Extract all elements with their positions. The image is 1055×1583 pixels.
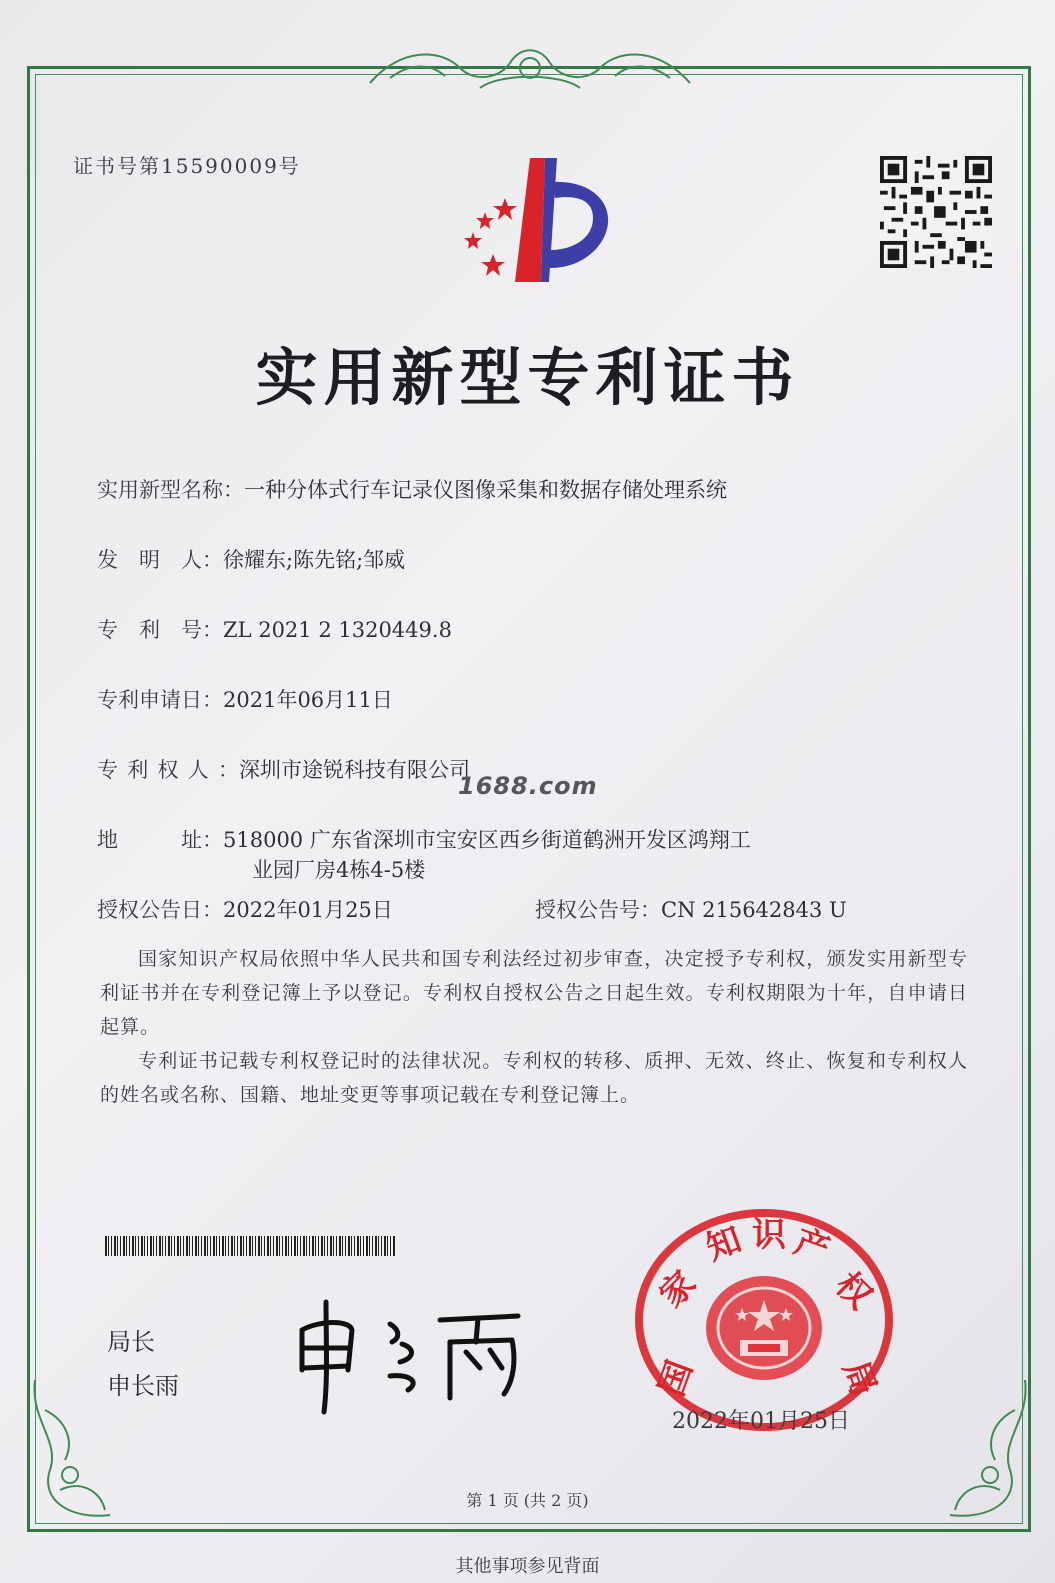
director-signature	[290, 1290, 550, 1420]
patentee-label: 专利权人：	[97, 758, 239, 782]
address-row	[97, 824, 751, 854]
seal-date: 2022年01月25日	[672, 1409, 850, 1434]
body-paragraph-1: 国家知识产权局依照中华人民共和国专利法经过初步审查，决定授予专利权，颁发实用新型专利证书并在专利登记簿上予以登记。专利权自授权公告之日起生效。专利权期限为十年，自申请日起算。	[100, 948, 968, 1038]
inventor-value: 徐耀东;陈先铭;邹威	[223, 548, 406, 572]
director-name: 申长雨	[107, 1372, 179, 1400]
director-title: 局长	[107, 1328, 155, 1356]
filing-date-value: 2021年06月11日	[223, 688, 393, 712]
body-paragraph-2: 专利证书记载专利权登记时的法律状况。专利权的转移、质押、无效、终止、恢复和专利权人的姓名或名称、国籍、地址变更等事项记载在专利登记簿上。	[100, 1050, 968, 1106]
address-label: 地 址：	[97, 828, 223, 852]
address-row-2	[252, 854, 425, 884]
grant-number-row	[535, 894, 847, 924]
svg-text:知: 知	[700, 1219, 747, 1269]
address-value-line1: 518000 广东省深圳市宝安区西乡街道鹤洲开发区鸿翔工	[223, 828, 751, 852]
inventor-row	[97, 544, 405, 574]
barcode-icon	[105, 1236, 395, 1256]
filing-date-label: 专利申请日：	[97, 688, 223, 712]
qr-code-icon	[880, 156, 992, 268]
utility-model-name-label: 实用新型名称：	[97, 478, 244, 502]
svg-text:权: 权	[827, 1264, 880, 1317]
grant-date-label: 授权公告日：	[97, 898, 223, 922]
top-ornament	[360, 38, 700, 98]
patent-number-row	[97, 614, 452, 644]
page-number: 第 1 页 (共 2 页)	[466, 1491, 589, 1510]
footer-note: 其他事项参见背面	[455, 1556, 600, 1577]
certificate-title: 实用新型专利证书	[255, 341, 800, 414]
utility-model-name-row	[97, 474, 727, 504]
filing-date-row	[97, 684, 393, 714]
svg-text:产: 产	[789, 1221, 835, 1271]
address-value-line2: 业园厂房4栋4-5楼	[252, 858, 426, 882]
patentee-row	[97, 754, 470, 784]
svg-text:局: 局	[834, 1355, 884, 1402]
watermark: 1688.com	[458, 772, 598, 800]
utility-model-name-value: 一种分体式行车记录仪图像采集和数据存储处理系统	[244, 478, 727, 502]
grant-date-value: 2022年01月25日	[223, 898, 393, 922]
grant-number-value: CN 215642843 U	[661, 898, 847, 922]
patent-number-label: 专 利 号：	[97, 618, 223, 642]
patentee-value: 深圳市途锐科技有限公司	[239, 758, 470, 782]
official-seal-icon	[632, 1208, 896, 1432]
patent-number-value: ZL 2021 2 1320449.8	[223, 618, 452, 642]
inventor-label: 发 明 人：	[97, 548, 223, 572]
svg-text:识: 识	[752, 1215, 786, 1255]
svg-text:国: 国	[651, 1355, 701, 1402]
svg-text:家: 家	[651, 1263, 705, 1316]
certificate-number: 证书号第15590009号	[73, 154, 301, 178]
grant-number-label: 授权公告号：	[535, 898, 661, 922]
grant-date-row	[97, 894, 393, 924]
patent-office-logo-icon	[445, 150, 635, 290]
